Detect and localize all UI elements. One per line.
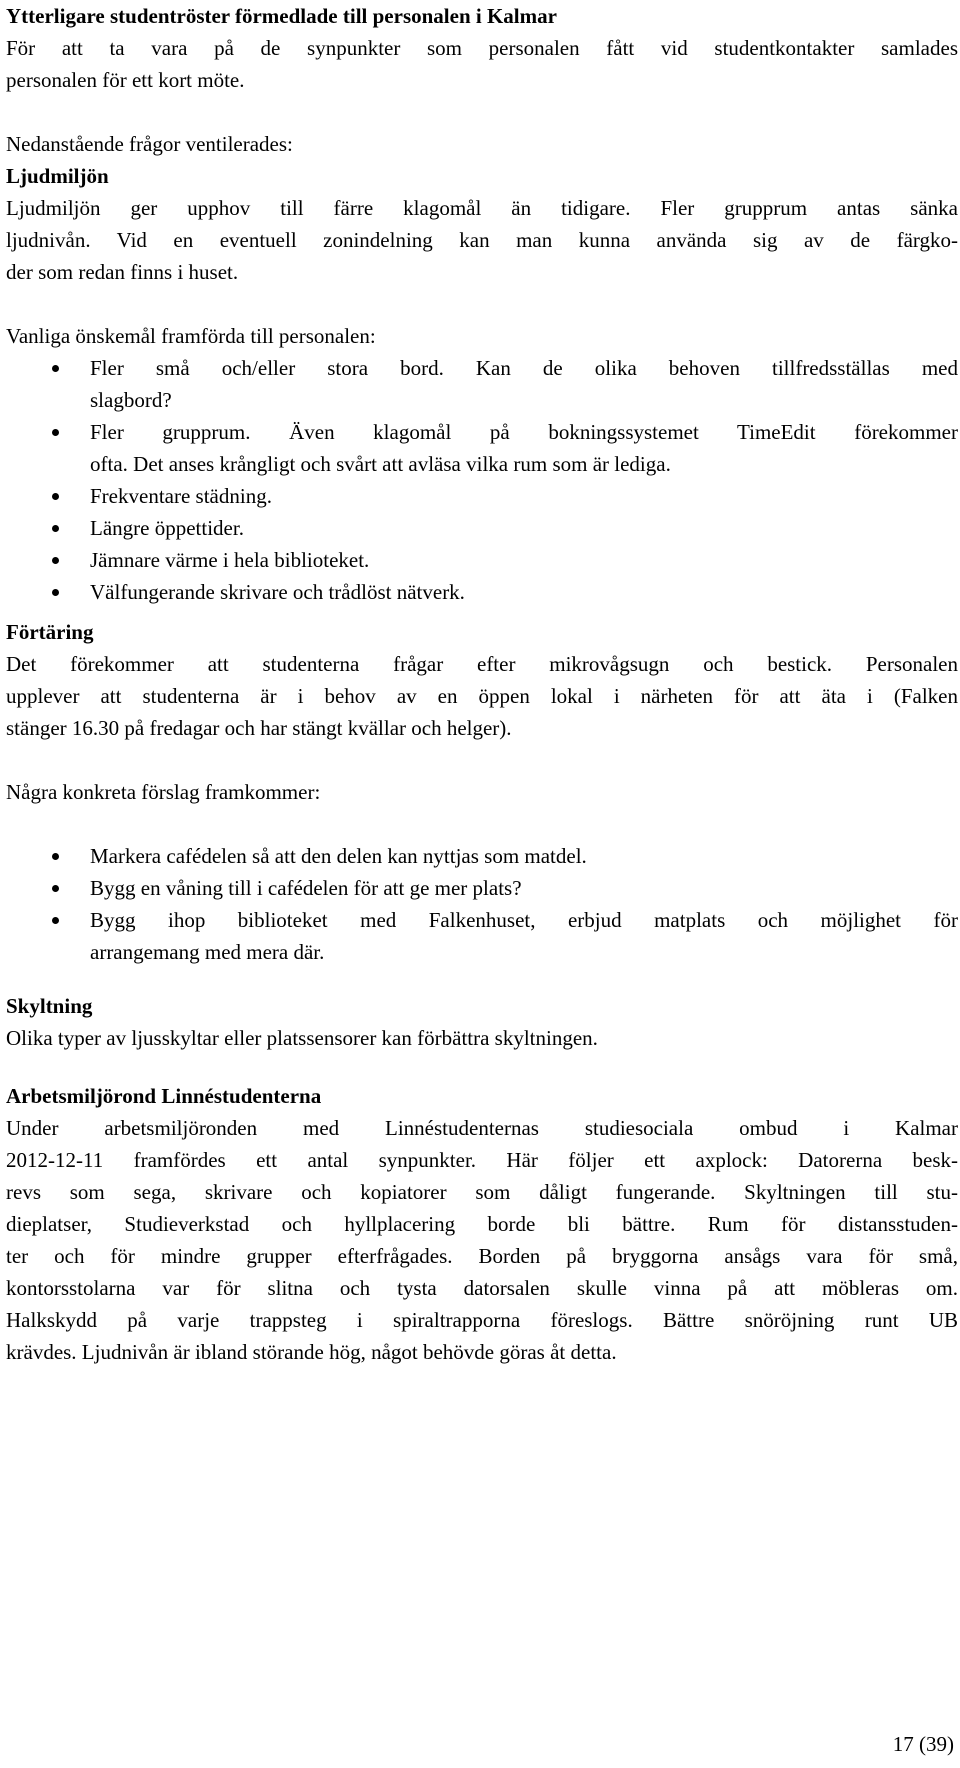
bullet-icon: [52, 493, 59, 500]
paragraph-line: krävdes. Ljudnivån är ibland störande hög, något behövde göras åt detta.: [6, 1340, 617, 1364]
list-item: [6, 352, 958, 416]
paragraph-line: Ljudmiljön ger upphov till färre klagomål än tidigare. Fler grupprum antas sänka: [6, 196, 958, 220]
bullet-icon: [52, 917, 59, 924]
list-item-line: Fler små och/eller stora bord. Kan de olika behoven tillfredsställas med: [90, 356, 958, 380]
paragraph-line: ter och för mindre grupper efterfrågades. Borden på bryggorna ansågs vara för små,: [6, 1244, 958, 1268]
paragraph-line: Halkskydd på varje trappsteg i spiraltrapporna föreslogs. Bättre snöröjning runt UB: [6, 1308, 958, 1332]
list-item: [6, 872, 958, 904]
heading-arbetsmiljorond: Arbetsmiljörond Linnéstudenterna: [6, 1084, 322, 1108]
list-item-line: Längre öppettider.: [90, 516, 244, 540]
heading-skyltning: Skyltning: [6, 994, 93, 1018]
paragraph-line: Under arbetsmiljöronden med Linnéstudenternas studiesociala ombud i Kalmar: [6, 1116, 958, 1140]
intro-questions: Nedanstående frågor ventilerades:: [6, 132, 293, 156]
list-item-line: ofta. Det anses krångligt och svårt att avläsa vilka rum som är lediga.: [90, 452, 671, 476]
page-number: 17 (39): [892, 1732, 954, 1756]
heading-ljudmiljon: Ljudmiljön: [6, 164, 109, 188]
wishes-intro: Vanliga önskemål framförda till personalen:: [6, 324, 376, 348]
paragraph-line: För att ta vara på de synpunkter som personalen fått vid studentkontakter samlades: [6, 36, 958, 60]
bullet-icon: [52, 853, 59, 860]
paragraph-line: personalen för ett kort möte.: [6, 68, 245, 92]
bullet-icon: [52, 429, 59, 436]
paragraph-line: dieplatser, Studieverkstad och hyllplacering borde bli bättre. Rum för distansstuden-: [6, 1212, 958, 1236]
bullet-icon: [52, 885, 59, 892]
list-item: [6, 576, 958, 608]
bullet-icon: [52, 557, 59, 564]
list-item-line: arrangemang med mera där.: [90, 940, 325, 964]
paragraph-line: Det förekommer att studenterna frågar efter mikrovågsugn och bestick. Personalen: [6, 652, 958, 676]
heading-student-voices: Ytterligare studentröster förmedlade till personalen i Kalmar: [6, 4, 557, 28]
list-item-line: Fler grupprum. Även klagomål på bokningssystemet TimeEdit förekommer: [90, 420, 958, 444]
bullet-icon: [52, 525, 59, 532]
list-item-line: slagbord?: [90, 388, 172, 412]
paragraph-line: Olika typer av ljusskyltar eller platssensorer kan förbättra skyltningen.: [6, 1026, 598, 1050]
proposals-list: [6, 840, 958, 968]
list-item-line: Bygg ihop biblioteket med Falkenhuset, erbjud matplats och möjlighet för: [90, 908, 958, 932]
list-item: [6, 480, 958, 512]
list-item: [6, 512, 958, 544]
document-page: [6, 0, 958, 1368]
paragraph-line: upplever att studenterna är i behov av en öppen lokal i närheten för att äta i (Falken: [6, 684, 958, 708]
list-item: [6, 416, 958, 480]
list-item-line: Välfungerande skrivare och trådlöst nätverk.: [90, 580, 465, 604]
proposals-intro: Några konkreta förslag framkommer:: [6, 780, 321, 804]
paragraph-line: ljudnivån. Vid en eventuell zonindelning kan man kunna använda sig av de färgko-: [6, 228, 958, 252]
wishes-list: [6, 352, 958, 608]
list-item-line: Bygg en våning till i cafédelen för att ge mer plats?: [90, 876, 522, 900]
list-item-line: Jämnare värme i hela biblioteket.: [90, 548, 370, 572]
heading-fortaring: Förtäring: [6, 620, 94, 644]
paragraph-line: der som redan finns i huset.: [6, 260, 239, 284]
paragraph-line: kontorsstolarna var för slitna och tysta datorsalen skulle vinna på att möbleras om.: [6, 1276, 958, 1300]
bullet-icon: [52, 589, 59, 596]
list-item: [6, 904, 958, 968]
bullet-icon: [52, 365, 59, 372]
list-item-line: Markera cafédelen så att den delen kan nyttjas som matdel.: [90, 844, 587, 868]
paragraph-line: revs som sega, skrivare och kopiatorer som dåligt fungerande. Skyltningen till stu-: [6, 1180, 958, 1204]
list-item: [6, 544, 958, 576]
list-item-line: Frekventare städning.: [90, 484, 272, 508]
paragraph-line: stänger 16.30 på fredagar och har stängt kvällar och helger).: [6, 716, 512, 740]
paragraph-line: 2012-12-11 framfördes ett antal synpunkter. Här följer ett axplock: Datorerna besk-: [6, 1148, 958, 1172]
list-item: [6, 840, 958, 872]
